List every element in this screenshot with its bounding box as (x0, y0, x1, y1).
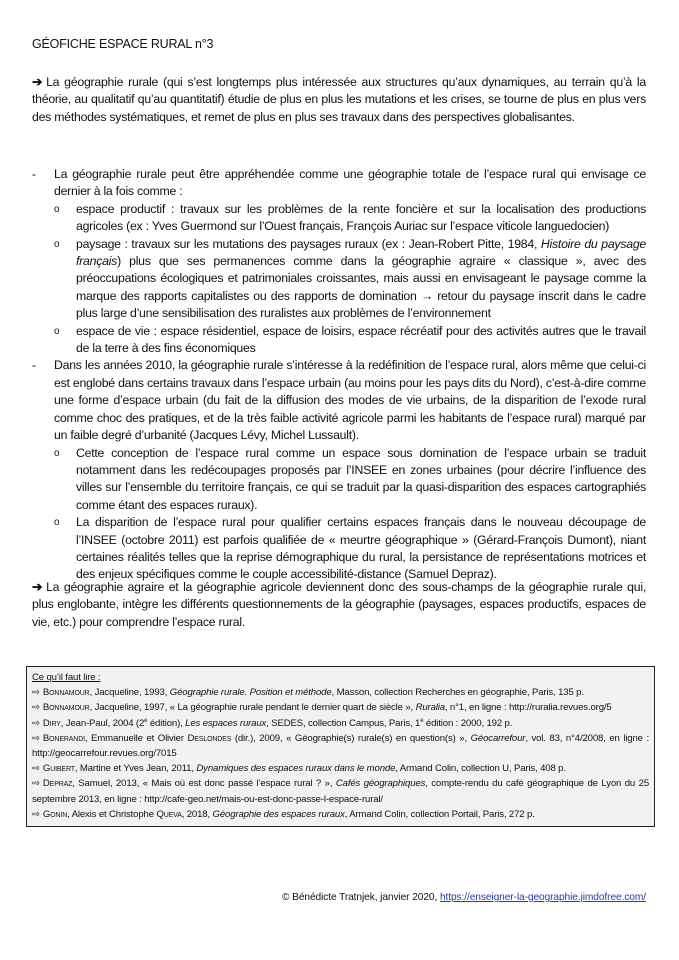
author-name: Depraz (42, 778, 73, 790)
point-item (32, 166, 646, 201)
main-points-list (32, 166, 646, 584)
bibliography-entry: ⇨ Diry, Jean-Paul, 2004 (2e édition), Les espaces ruraux, SEDES, collection Campus, Paris, 1e édition : 2000, 192 p. (32, 717, 513, 729)
hollow-arrow-icon: ⇨ (32, 778, 40, 790)
bibliography-entry: ⇨ Depraz, Samuel, 2013, « Mais où est donc passé l’espace rural ? », Cafés géographiques, compte-rendu du café géographique de Lyon du 25 septembre 2013, en ligne : http://cafe-geo.net/mais-ou-est-donc-passe-l-espace-rural/ (32, 778, 650, 805)
author-name: Diry (42, 717, 61, 729)
bibliography-entry: ⇨ Bonnamour, Jacqueline, 1993, Géographie rurale. Position et méthode, Masson, collection Recherches en géographie, Paris, 135 p. (32, 687, 584, 699)
author-name: Bonerandi (42, 732, 85, 744)
bibliography-heading: Ce qu’il faut lire : (32, 672, 101, 683)
circle-bullet-icon: o (54, 517, 60, 529)
website-link[interactable]: https://enseigner-la-geographie.jimdofree.com/ (439, 892, 646, 903)
point-text: La géographie rurale peut être appréhendée comme une géographie totale de l’espace rural qui envisage ce dernier à la fois comme : (54, 167, 646, 199)
author-name: Guibert (42, 763, 75, 775)
circle-bullet-icon: o (54, 447, 60, 459)
hollow-arrow-icon: ⇨ (32, 702, 40, 714)
footer-credit (282, 892, 646, 903)
author-name: Deslondes (187, 732, 232, 744)
copyright-text: © Bénédicte Tratnjek, janvier 2020, (281, 892, 440, 903)
subpoint-item (32, 514, 646, 584)
intro-paragraph (32, 74, 646, 126)
subpoint-text: Cette conception de l’espace rural comme un espace sous domination de l’espace urbain se traduit notamment dans les redécoupages proposés par l’INSEE en zones urbaines (pour décrire l’influence des villes sur l’ensemble du territoire français, ce qui se traduit par la quasi-disparition des espaces cartographiés comme étant des espaces ruraux). (76, 445, 646, 512)
hollow-arrow-icon: ⇨ (32, 732, 40, 744)
dash-bullet-icon: - (32, 167, 36, 181)
arrow-right-icon: ➔ (32, 580, 43, 594)
bibliography-entry: ⇨ Gonin, Alexis et Christophe Queva, 2018, Géographie des espaces ruraux, Armand Colin, collection Portail, Paris, 272 p. (32, 808, 535, 820)
point-item (32, 357, 646, 444)
bibliography-entry: ⇨ Bonerandi, Emmanuelle et Olivier Deslondes (dir.), 2009, « Géographie(s) rurale(s) en question(s) », Géocarrefour, vol. 83, n°4/2008, en ligne : http://geocarrefour.revues.org/7015 (32, 732, 649, 760)
hollow-arrow-icon: ⇨ (32, 808, 40, 820)
bibliography-box (26, 666, 655, 827)
subpoint-item (32, 236, 646, 323)
bibliography-entry: ⇨ Bonnamour, Jacqueline, 1997, « La géographie rurale pendant le dernier quart de siècle », Ruralia, n°1, en ligne : http://ruralia.revues.org/5 (32, 702, 612, 714)
book-title: Histoire du paysage français (76, 236, 646, 269)
subpoint-text: paysage : travaux sur les mutations des paysages ruraux (ex : Jean-Robert Pitte, 1984, Histoire du paysage français) plus que ses permanences comme dans la géographie agraire « classique », avec des préoccupations écologiques et patrimoniales croissantes, mais aussi en envisageant le paysage comme la marque des rapports capitalistes ou des rapports de domination → retour du paysage inscrit dans le cadre plus large d’une sensibilisation des ruralistes aux problèmes de l’environnement (76, 236, 646, 321)
point-text: Dans les années 2010, la géographie rurale s’intéresse à la redéfinition de l’espace rural, alors même que celui-ci est englobé dans certains travaux dans l’espace urbain (au moins pour les pays dits du Nord), c’est-à-dire comme une forme d’espace urbain (du fait de la diffusion des modes de vie urbains, de la disparition de l’exode rural comme choc des pratiques, et de la très faible activité agricole parmi les habitants de l’espace rural) marqué par un faible degré d’urbanité (Jacques Lévy, Michel Lussault). (54, 358, 646, 443)
hollow-arrow-icon: ⇨ (32, 763, 40, 775)
circle-bullet-icon: o (54, 325, 60, 337)
subpoint-item (32, 201, 646, 236)
circle-bullet-icon: o (54, 238, 60, 250)
arrow-right-icon: ➔ (32, 75, 43, 89)
author-name: Bonnamour (42, 687, 90, 699)
author-name: Queva (156, 808, 182, 820)
author-name: Gonin (42, 808, 68, 820)
subpoint-text: La disparition de l’espace rural pour qualifier certains espaces français dans le nouveau découpage de l’INSEE (octobre 2011) est parfois qualifiée de « meurtre géographique » (Gérard-François Dumont), niant certaines réalités telles que la reprise démographique du rural, la persistance de représentations motrices et des enjeux spécifiques comme le couple accessibilité-distance (Samuel Depraz). (76, 515, 646, 582)
bibliography-entry: ⇨ Guibert, Martine et Yves Jean, 2011, Dynamiques des espaces ruraux dans le monde, Armand Colin, collection U, Paris, 408 p. (32, 763, 566, 775)
subpoint-item (32, 445, 646, 515)
conclusion-text: La géographie agraire et la géographie agricole deviennent donc des sous-champs de la géographie rurale qui, plus englobante, intègre les différents questionnements de la géographie (paysages, espaces productifs, espaces de vie, etc.) pour comprendre l’espace rural. (32, 580, 646, 629)
page-title: GÉOFICHE ESPACE RURAL n°3 (32, 37, 214, 51)
hollow-arrow-icon: ⇨ (32, 717, 40, 729)
subpoint-text: espace de vie : espace résidentiel, espace de loisirs, espace récréatif pour des activités autres que le travail de la terre à des fins économiques (76, 323, 646, 356)
author-name: Bonnamour (42, 702, 90, 714)
subpoint-item (32, 323, 646, 358)
circle-bullet-icon: o (54, 203, 60, 215)
dash-bullet-icon: - (32, 358, 36, 373)
hollow-arrow-icon: ⇨ (32, 687, 40, 699)
conclusion-paragraph (32, 579, 646, 631)
intro-text: La géographie rurale (qui s’est longtemps plus intéressée aux structures qu’aux dynamiques, au terrain qu’à la théorie, au qualitatif qu’au quantitatif) étudie de plus en plus les mutations et les crises, se tourne de plus en plus vers des méthodes systématiques, et remet de plus en plus ses travaux dans des perspectives globalisantes. (32, 75, 646, 124)
subpoint-text: espace productif : travaux sur les problèmes de la rente foncière et sur la localisation des productions agricoles (ex : Yves Guermond sur l’Ouest français, François Auriac sur l’espace viticole languedocien) (76, 201, 646, 234)
